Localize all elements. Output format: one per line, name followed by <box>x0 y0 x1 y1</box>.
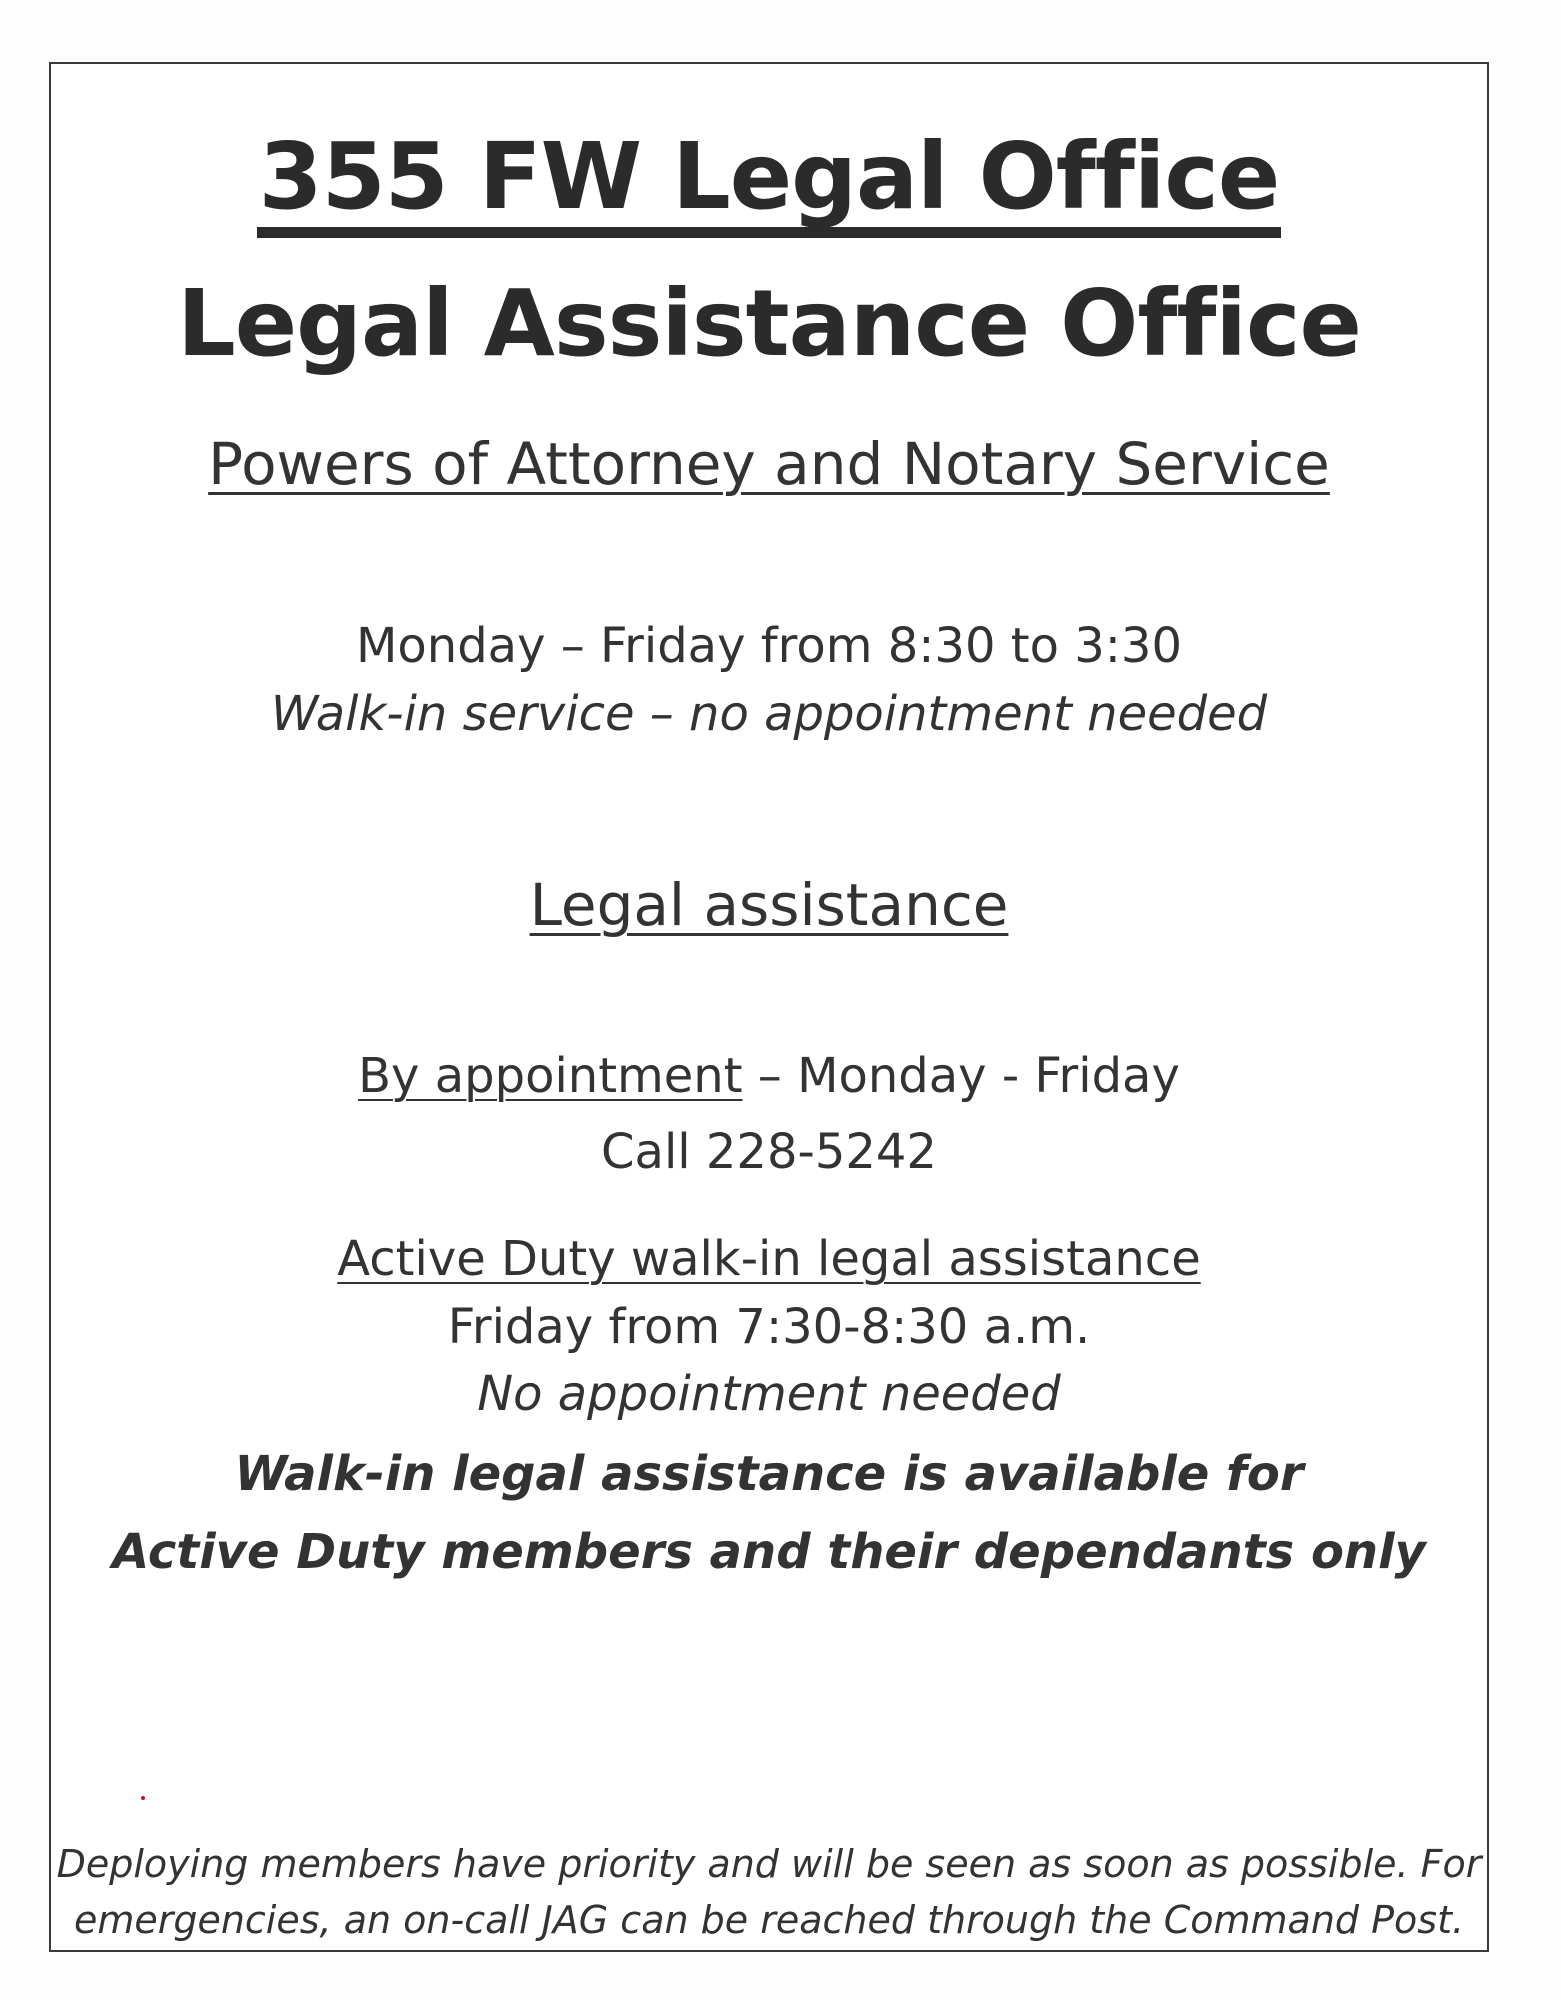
flyer-frame <box>49 62 1489 1952</box>
active-duty-heading <box>51 1229 1487 1289</box>
footer-note-line-2: emergencies, an on-call JAG can be reached through the Command Post. <box>73 1898 1465 1942</box>
footer-note-line-1: Deploying members have priority and will be seen as soon as possible. For <box>56 1842 1482 1886</box>
active-duty-hours: Friday from 7:30-8:30 a.m. <box>447 1299 1091 1355</box>
poa-hours: Monday – Friday from 8:30 to 3:30 <box>356 618 1182 674</box>
by-appointment-days: – Monday - Friday <box>742 1048 1180 1104</box>
availability-line-2: Active Duty members and their dependants only <box>112 1524 1426 1580</box>
legal-assistance-heading-text: Legal assistance <box>529 871 1009 939</box>
office-title-text: 355 FW Legal Office <box>257 127 1282 238</box>
by-appointment-label: By appointment <box>358 1048 743 1104</box>
scan-speck <box>141 1796 145 1800</box>
active-duty-no-appointment: No appointment needed <box>477 1366 1061 1422</box>
active-duty-heading-text: Active Duty walk-in legal assistance <box>337 1231 1201 1287</box>
poa-heading-text: Powers of Attorney and Notary Service <box>208 430 1330 498</box>
office-subtitle: Legal Assistance Office <box>177 270 1361 377</box>
office-title <box>51 122 1487 238</box>
poa-heading <box>51 428 1487 500</box>
availability-line-1: Walk-in legal assistance is available for <box>234 1446 1304 1502</box>
by-appointment-line <box>51 1046 1487 1106</box>
legal-assistance-heading <box>51 869 1487 941</box>
poa-walkin-note: Walk-in service – no appointment needed <box>270 686 1268 742</box>
call-phone-line: Call 228-5242 <box>601 1124 937 1180</box>
